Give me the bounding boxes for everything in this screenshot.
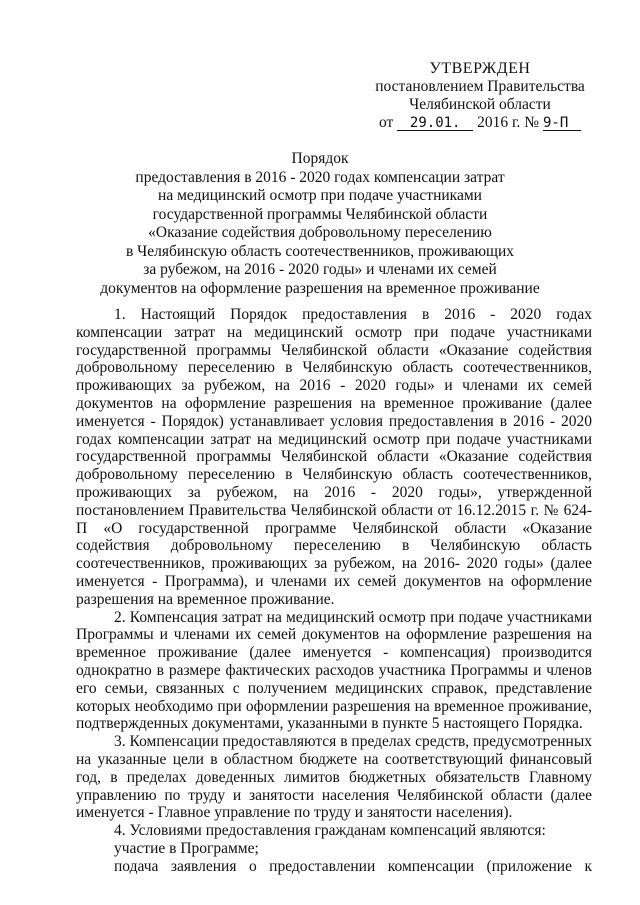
title-line: документов на оформление разрешения на временное проживание (100, 279, 540, 297)
title-line: за рубежом, на 2016 - 2020 годы» и членами их семей (143, 261, 497, 278)
paragraph-4: 4. Условиями предоставления гражданам компенсаций являются: (114, 822, 546, 840)
title-line: государственной программы Челябинской области (152, 205, 488, 223)
approval-date: 29.01. (397, 116, 473, 131)
approval-year: 2016 г. № (477, 114, 540, 131)
approval-line-1: постановлением Правительства (375, 78, 585, 95)
title-line: предоставления в 2016 - 2020 годах компенсации затрат (135, 168, 505, 186)
approval-stamp (360, 60, 600, 132)
paragraph-2: 2. Компенсация затрат на медицинский осмотр при подаче участниками Программы и членами их семей документов на оформление разрешения на временное проживание (далее именуется - компенсация) производится однократно в размере фактических расходов участника Программы и членов его семьи, связанных с получением медицинских справок, представление которых необходимо при оформлении разрешения на временное проживание, подтвержденных документами, указанными в пункте 5 настоящего Порядка. (76, 608, 592, 733)
title-line: Порядок (291, 150, 349, 167)
approval-prefix: от (379, 114, 394, 131)
approval-number: 9-П (543, 116, 581, 131)
paragraph-1: 1. Настоящий Порядок предоставления в 2016 - 2020 годах компенсации затрат на медицинский осмотр при подаче участниками государственной программы Челябинской области «Оказание содействия добровольному переселению в Челябинскую область соотечественников, проживающих за рубежом, на 2016 - 2020 годы» и членами их семей документов на оформление разрешения на временное проживание (далее именуется - Порядок) устанавливает условия предоставления в 2016 - 2020 годах компенсации затрат на медицинский осмотр при подаче участниками государственной программы Челябинской области «Оказание содействия добровольному переселению в Челябинскую область соотечественников, проживающих за рубежом, на 2016 - 2020 годы», утвержденной постановлением Правительства Челябинской области от 16.12.2015 г. № 624-П «О государственной программе Челябинской области «Оказание содействия добровольному переселению в Челябинскую область соотечественников, проживающих за рубежом, на 2016- 2020 годы» (далее именуется - Программа), и членами их семей документов на оформление разрешения на временное проживание. (76, 306, 592, 608)
title-line: «Оказание содействия добровольному переселению (148, 224, 492, 241)
title-line: в Челябинскую область соотечественников, проживающих (125, 242, 515, 260)
condition-item: подача заявления о предоставлении компенсации (приложение к (114, 857, 592, 875)
paragraph-3: 3. Компенсации предоставляются в пределах средств, предусмотренных на указанные цели в областном бюджете на соответствующий финансовый год, в пределах доведенных лимитов бюджетных обязательств Главному управлению по труду и занятости населения Челябинской области (далее именуется - Главное управление по труду и занятости населения). (76, 733, 592, 822)
document-body (76, 306, 592, 876)
title-line: на медицинский осмотр при подаче участниками (158, 187, 482, 204)
approval-heading: УТВЕРЖДЕН (429, 60, 531, 77)
approval-line-2: Челябинской области (409, 96, 551, 113)
document-title (60, 150, 580, 298)
approval-date-line (360, 114, 600, 132)
condition-item: участие в Программе; (114, 839, 259, 857)
